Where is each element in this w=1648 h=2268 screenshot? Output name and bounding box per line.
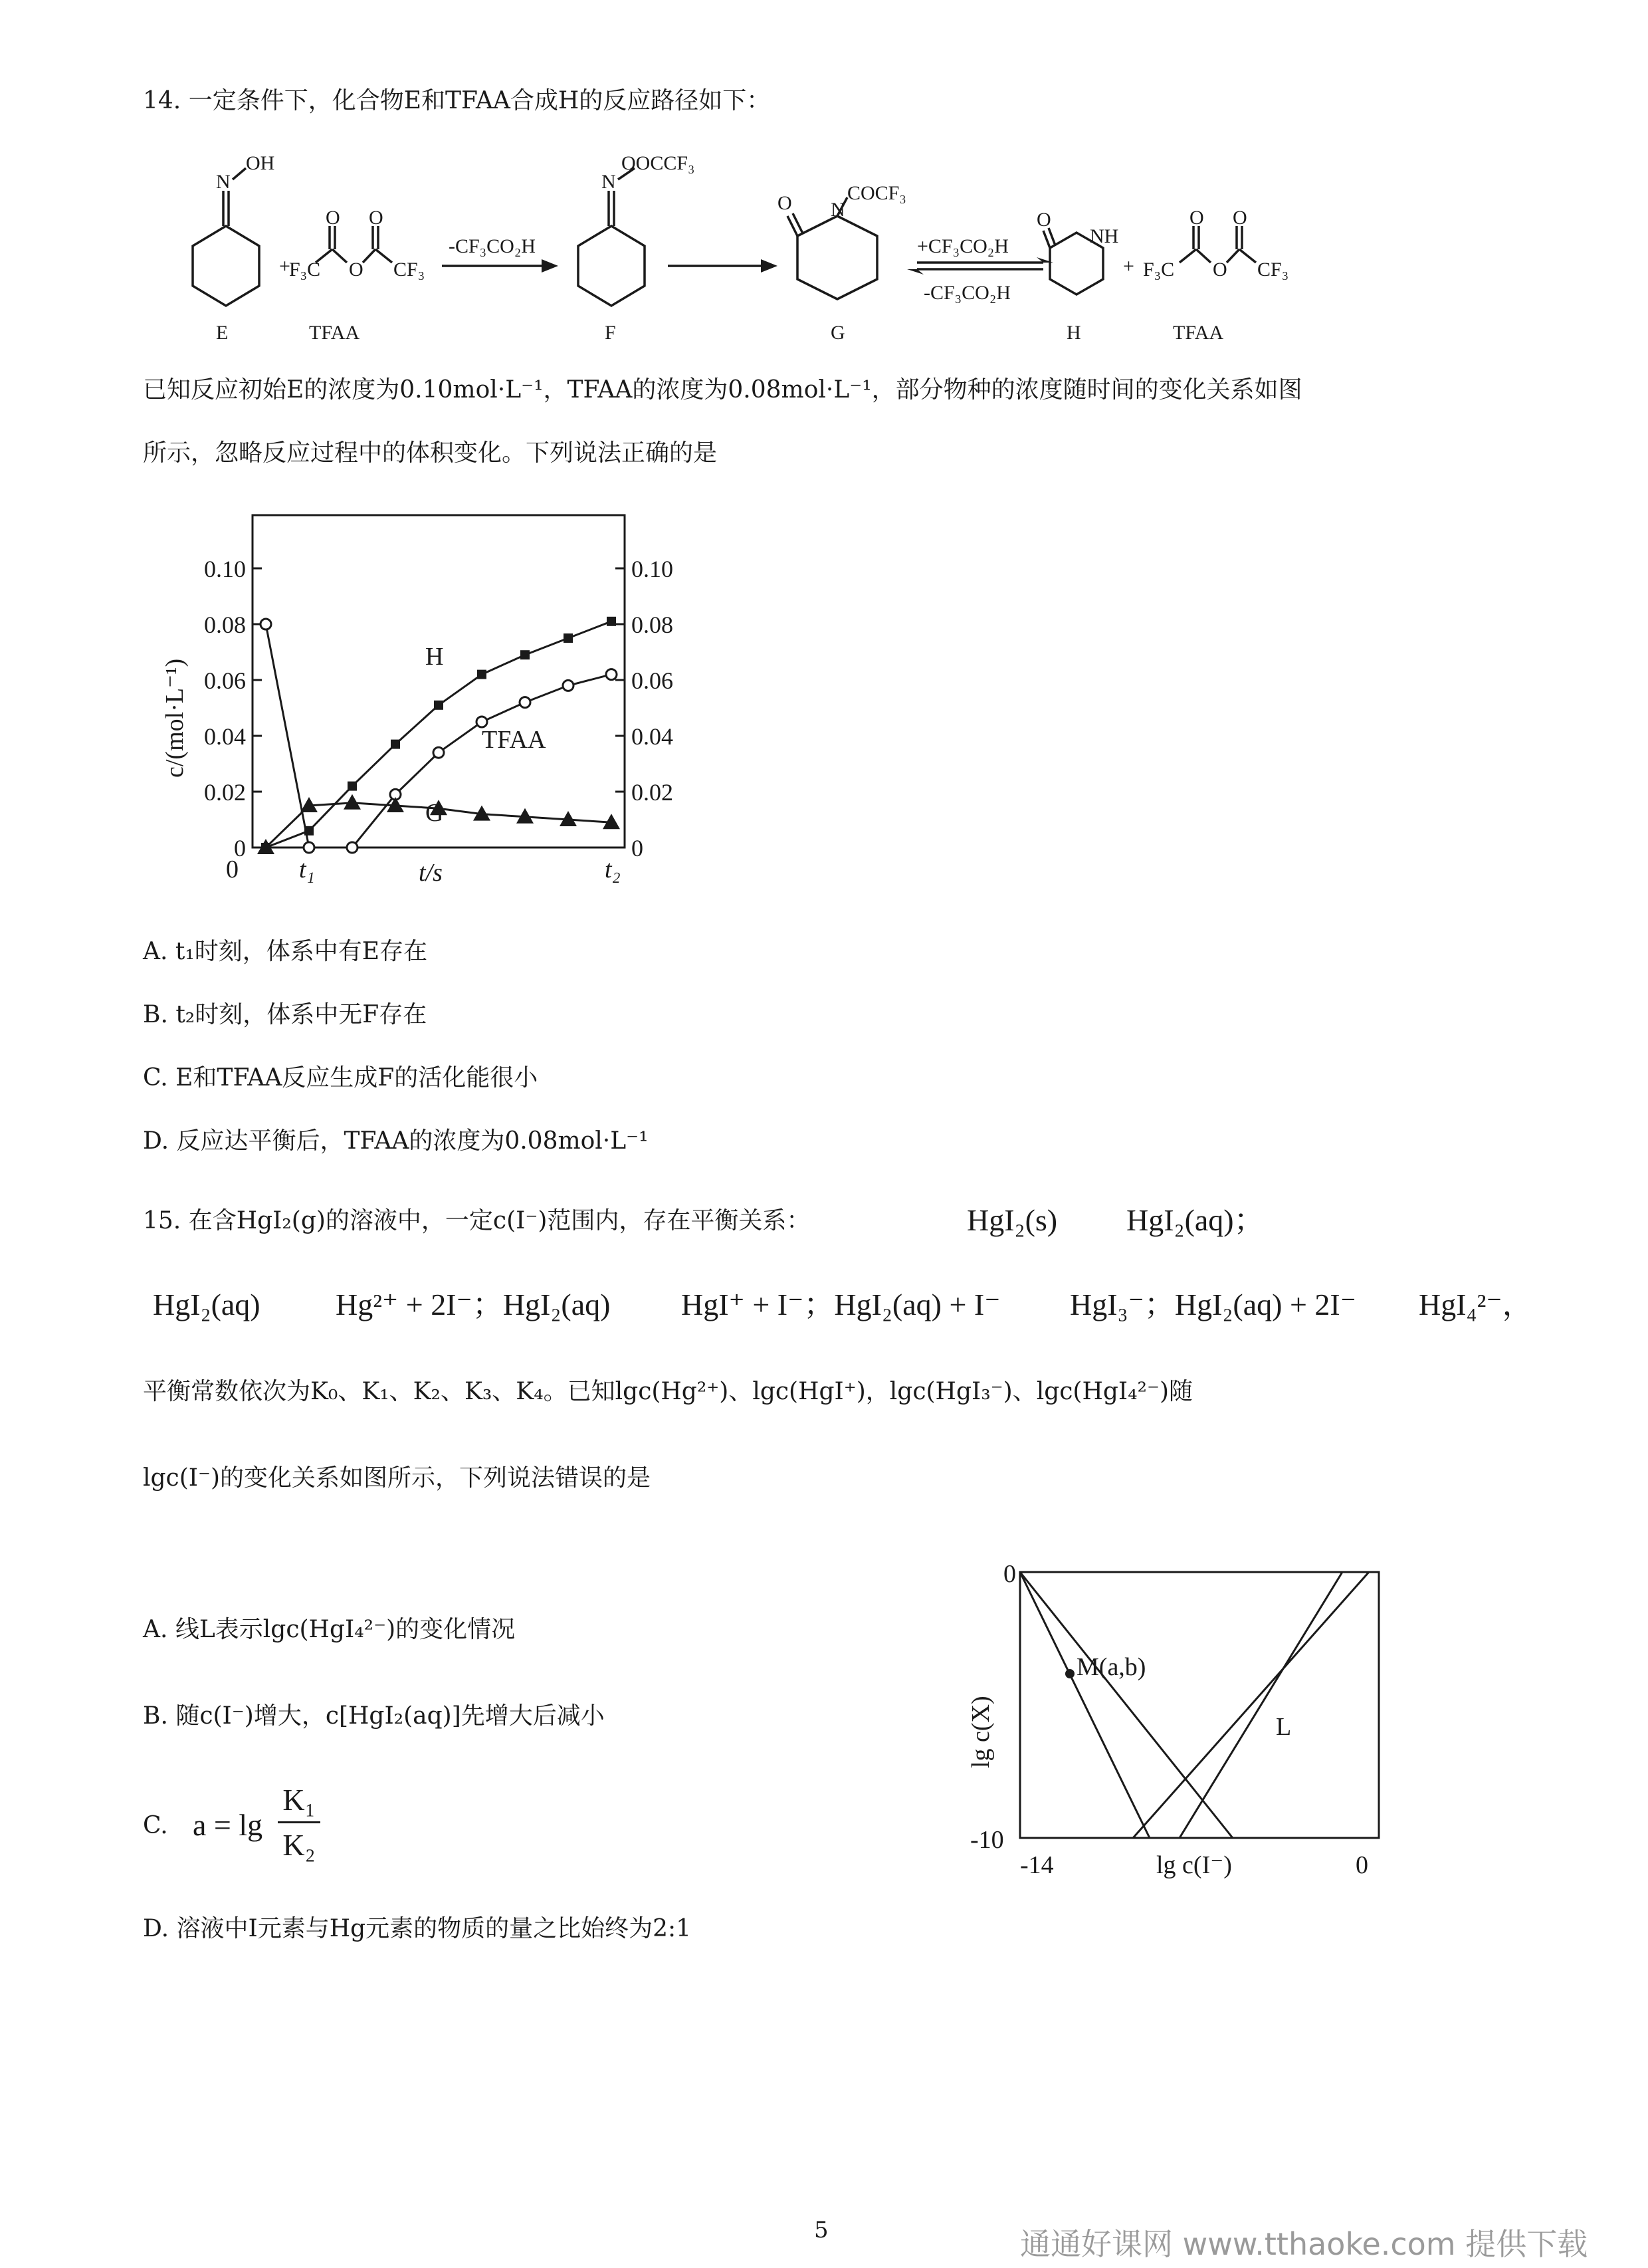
q15-eq2c: HgI⁺ + I⁻；HgI₂(aq) + I⁻ (681, 1288, 1001, 1321)
label-TFAA: TFAA (309, 322, 360, 344)
chart2-ylabel: lg c(X) (967, 1696, 995, 1768)
chart1-ytick-label-left-4: 0.08 (204, 612, 246, 638)
page-number: 5 (814, 2217, 829, 2243)
chart1-series-label-G: G (425, 799, 444, 827)
chart1-ytick-label-left-0: 0 (234, 835, 246, 861)
q15-option-c-lhs: a = lg (193, 1808, 263, 1842)
chart1-point-H-7 (564, 633, 573, 643)
chart1-point-H-5 (477, 670, 486, 679)
q15-option-c-denominator: K₂ (282, 1828, 316, 1862)
chart2-frame (1020, 1572, 1379, 1838)
chart1-ylabel: c/(mol·L⁻¹) (161, 658, 189, 778)
chart2-annotation-M: M(a,b) (1077, 1653, 1146, 1681)
chart1-point-TFAA-1 (304, 842, 314, 853)
ring-F (578, 226, 645, 306)
q15-line3: 平衡常数依次为K₀、K₁、K₂、K₃、K₄。已知lgc(Hg²⁺)、lgc(HgI⁺)，lgc(HgI₃⁻)、lgc(HgI₄²⁻)随 (143, 1378, 1193, 1405)
chart2-line-4 (1133, 1572, 1369, 1838)
chart1-ytick-label-right-4: 0.08 (631, 612, 673, 638)
chart1-ytick-label-left-1: 0.02 (204, 779, 246, 806)
chart1-point-TFAA-0 (260, 619, 271, 629)
label-TFAA-2: TFAA (1173, 322, 1224, 344)
q15-option-d: D. 溶液中I元素与Hg元素的物质的量之比始终为2:1 (143, 1915, 692, 1942)
tfaa-o-bridge: O (349, 259, 363, 281)
chart2-point-M (1065, 1669, 1075, 1678)
q15-option-b: B. 随c(I⁻)增大，c[HgI₂(aq)]先增大后减小 (143, 1702, 605, 1730)
tfaa2-o1: O (1189, 207, 1204, 229)
chart1-series-label-H: H (425, 643, 444, 671)
chart1-point-H-3 (391, 740, 400, 749)
chart1-xtick-0: 0 (226, 855, 239, 883)
label-H: H (1067, 322, 1081, 344)
g-sub-label: COCF₃ (847, 182, 906, 204)
chart1-ytick-label-right-0: 0 (631, 835, 643, 861)
chart1-point-TFAA-6 (520, 697, 530, 708)
chart1-point-TFAA-2 (347, 842, 358, 853)
q14-option-b: B. t₂时刻，体系中无F存在 (143, 1001, 427, 1028)
lgc-chart (957, 1555, 1409, 1888)
chart2-line-2 (1020, 1572, 1233, 1838)
h-o-label: O (1037, 209, 1051, 231)
q14-option-d: D. 反应达平衡后，TFAA的浓度为0.08mol·L⁻¹ (143, 1127, 649, 1155)
chart1-point-H-6 (520, 650, 530, 659)
q15-line1b: HgI₂(s) (967, 1203, 1058, 1237)
ring-E (193, 226, 259, 306)
tfaa-cf3: CF₃ (393, 259, 425, 281)
q15-option-c-fraction-bar (278, 1821, 320, 1823)
f-n-label: N (601, 171, 616, 193)
chart1-xlabel: t/s (419, 859, 443, 887)
q15-eq2: HgI₂(aq) (153, 1288, 260, 1321)
label-F: F (605, 322, 616, 344)
chart2-ytick-0: 0 (1003, 1560, 1016, 1588)
chart1-xtick-t1: t₁ (299, 855, 315, 883)
tfaa2-o2: O (1233, 207, 1247, 229)
label-E: E (216, 322, 229, 344)
q15-option-c-label: C. (143, 1812, 168, 1839)
tfaa2-cf3: CF₃ (1257, 259, 1289, 281)
q15-line4: lgc(I⁻)的变化关系如图所示，下列说法错误的是 (143, 1464, 651, 1492)
chart1-xtick-t2: t₂ (605, 855, 621, 883)
q15-option-a: A. 线L表示lgc(HgI₄²⁻)的变化情况 (143, 1616, 516, 1643)
chart1-point-G-2 (344, 794, 361, 810)
g-n-label: N (831, 199, 845, 221)
chart1-point-TFAA-7 (563, 680, 573, 691)
chart1-ytick-label-left-3: 0.06 (204, 667, 246, 694)
q15-line1a: 15. 在含HgI₂(g)的溶液中，一定c(I⁻)范围内，存在平衡关系： (143, 1207, 811, 1234)
plus-1: + (279, 255, 290, 277)
eq-top-label: +CF₃CO₂H (917, 235, 1009, 257)
chart1-ytick-label-right-3: 0.06 (631, 667, 673, 694)
chart1-point-TFAA-4 (433, 747, 444, 758)
tfaa-o1: O (326, 207, 340, 229)
h-nh-label: NH (1090, 225, 1119, 247)
arrow1-label: -CF₃CO₂H (449, 235, 536, 257)
chart1-ytick-label-left-5: 0.10 (204, 556, 246, 582)
e-oh-label: OH (246, 152, 275, 174)
f-sub-label: OOCCF₃ (621, 152, 695, 174)
tfaa-f3c: F₃C (289, 259, 321, 281)
eq-bottom-label: -CF₃CO₂H (924, 282, 1011, 304)
plus-2: + (1123, 255, 1134, 277)
q14-stem: 14. 一定条件下，化合物E和TFAA合成H的反应路径如下： (143, 87, 771, 114)
chart2-xtick-minus14: -14 (1020, 1851, 1054, 1879)
q14-info-line2: 所示，忽略反应过程中的体积变化。下列说法正确的是 (143, 439, 718, 467)
chart2-xlabel: lg c(I⁻) (1156, 1851, 1232, 1879)
chart1-ytick-label-left-2: 0.04 (204, 723, 246, 750)
chart1-point-H-2 (348, 782, 357, 791)
chart2-line-L (1180, 1572, 1342, 1838)
tfaa-o2: O (369, 207, 383, 229)
q15-eq2e: HgI₄²⁻， (1419, 1288, 1533, 1321)
q14-option-c: C. E和TFAA反应生成F的活化能很小 (143, 1064, 538, 1091)
tfaa2-o-bridge: O (1213, 259, 1227, 281)
chart2-ytick-minus10: -10 (970, 1826, 1004, 1854)
chart1-series-label-TFAA: TFAA (482, 726, 546, 754)
chart1-point-H-8 (607, 617, 616, 626)
g-o-label: O (777, 192, 792, 214)
q14-info-line1: 已知反应初始E的浓度为0.10mol·L⁻¹，TFAA的浓度为0.08mol·L⁻¹，部分物种的浓度随时间的变化关系如图 (143, 376, 1302, 403)
e-n-label: N (216, 171, 231, 193)
label-G: G (831, 322, 845, 344)
chart1-ytick-label-right-1: 0.02 (631, 779, 673, 806)
q15-eq2b: Hg²⁺ + 2I⁻；HgI₂(aq) (336, 1288, 611, 1321)
watermark-text: 通通好课网 www.tthaoke.com 提供下载 (1020, 2226, 1588, 2262)
reaction-scheme (133, 150, 1316, 349)
chart1-ytick-label-right-5: 0.10 (631, 556, 673, 582)
ring-G (797, 216, 877, 299)
chart1-point-TFAA-8 (606, 669, 617, 680)
chart2-xtick-0: 0 (1356, 1851, 1368, 1879)
tfaa2-f3c: F₃C (1143, 259, 1175, 281)
q15-eq2d: HgI₃⁻；HgI₂(aq) + 2I⁻ (1070, 1288, 1357, 1321)
q15-option-c-numerator: K₁ (282, 1783, 316, 1817)
q15-line1c: HgI₂(aq)； (1126, 1203, 1265, 1237)
chart2-line-1 (1020, 1572, 1150, 1838)
chart1-ytick-label-right-2: 0.04 (631, 723, 673, 750)
chart2-annotation-L: L (1276, 1713, 1292, 1741)
chart1-point-H-4 (434, 701, 443, 710)
concentration-time-chart (146, 499, 704, 897)
q14-option-a: A. t₁时刻，体系中有E存在 (143, 938, 428, 965)
